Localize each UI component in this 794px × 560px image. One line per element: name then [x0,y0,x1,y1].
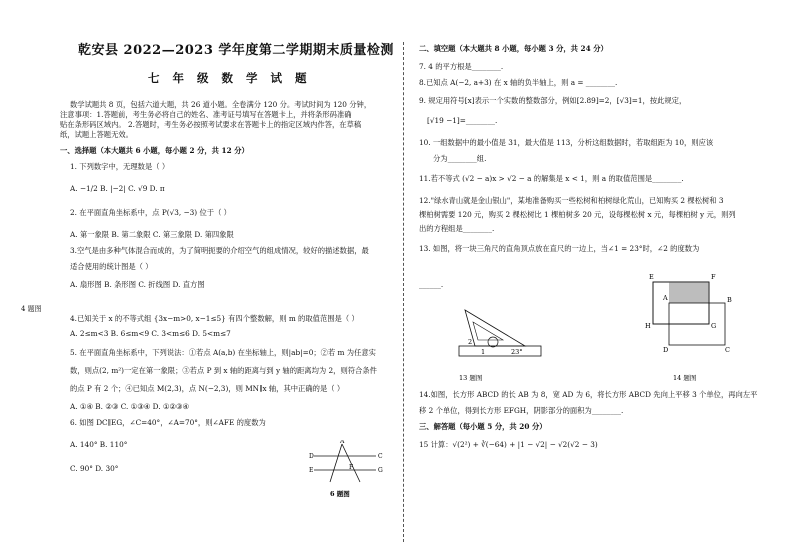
question-12-cont2: 出的方程组是________. [419,224,495,233]
note-line: 注意事项：1.答题前，考生务必将自己的姓名、准考证号填写在答题卡上，并将条形码准确 [60,110,352,119]
fig14-label: H [645,322,651,330]
note-line: 纸，试题上答题无效。 [60,130,133,139]
question-8: 8.已知点 A(−2, a+3) 在 x 轴的负半轴上，则 a = ________. [419,78,618,87]
fig13-label: 1 [481,348,486,356]
options-3: A. 扇形图 B. 条形图 C. 折线图 D. 直方图 [70,280,205,289]
question-7: 7. 4 的平方根是________. [419,62,504,71]
question-9: 9. 规定用符号[x]表示一个实数的整数部分，例如[2.89]=2，[√3]=1，按此规定， [419,96,687,105]
fig6-label: C [378,453,383,460]
question-3: 3.空气是由多种气体混合而成的，为了简明扼要的介绍空气的组成情况，较好的描述数据，最 [70,246,369,255]
fig6-label: F [349,464,354,471]
options-4: A. 2≤m<3 B. 6≤m<9 C. 3<m≤6 D. 5<m≤7 [70,329,231,338]
question-14: 14.如图，长方形 ABCD 的长 AB 为 8，宽 AD 为 6，将长方形 ABCD 先向上平移 3 个单位，再向左平 [419,390,758,399]
fig14-label: A [663,294,668,302]
right-column [415,0,758,560]
question-13: 13. 如图，将一块三角尺的直角顶点放在直尺的一边上，当∠1 = 23°时，∠2 的度数为 [419,244,700,253]
note-line: 贴在条形码区域内。 2.答题时，考生务必按照考试要求在答题卡上的指定区域内作答，在草稿 [60,120,362,129]
question-4: 4.已知关于 x 的不等式组 {3x−m>0, x−1≤5} 有四个整数解，则 m 的取值范围是（ ） [70,314,359,323]
question-3-cont: 适合使用的统计图是（ ） [70,262,153,271]
fig13-label: 23° [511,348,523,356]
options-2: A. 第一象限 B. 第二象限 C. 第三象限 D. 第四象限 [70,230,234,239]
fig13-label: 2 [468,338,473,346]
question-5: 5. 在平面直角坐标系中，下列说法：①若点 A(a,b) 在坐标轴上，则|ab|=0；②若 m 为任意实 [70,348,376,357]
question-10: 10. 一组数据中的最小值是 31，最大值是 113，分析这组数据时，若取组距为 10，则应该 [419,138,714,147]
question-12-cont: 棵柏树需要 120 元，购买 2 棵松树比 1 棵柏树多 20 元，设每棵松树 x 元，每棵柏树 y 元，则列 [419,210,736,219]
page-subtitle: 七年级数学试题 [148,71,320,85]
question-14-cont: 移 2 个单位，得到长方形 EFGH，阴影部分的面积为________. [419,406,624,415]
fig13-caption: 13 题图 [459,374,483,382]
options-6-ab: A. 140° B. 110° [70,440,128,449]
question-5-cont: 数，则点(2, m²)一定在第一象限；③若点 P 到 x 轴的距离与到 y 轴的距离均为 2，则符合条件 [70,366,377,375]
question-15: 15 计算：√(2²) + ∛(−64) + |1 − √2| − √2(√2 − 3) [419,440,598,449]
question-11: 11.若不等式 (√2 − a)x > √2 − a 的解集是 x < 1，则 a 的取值范围是________. [419,174,684,183]
page-title: 乾安县 2022—2023 学年度第二学期期末质量检测 [78,43,394,58]
note-line: 数学试题共 8 页，包括六道大题，共 26 道小题。全卷满分 120 分。考试时间为 120 分钟， [70,100,372,109]
fig6-label: D [309,453,314,460]
figure-14 [637,266,733,386]
fig14-label: D [663,346,669,354]
question-12: 12."绿水青山就是金山银山"，某地准备购买一些松树和柏树绿化荒山，已知购买 2 棵松树和 3 [419,196,724,205]
options-6-cd: C. 90° D. 30° [70,464,119,473]
fig6-label: E [309,467,314,474]
options-5: A. ①④ B. ②③ C. ①③④ D. ①②③④ [70,402,190,411]
question-6: 6. 如图 DC∥EG，∠C=40°，∠A=70°，则∠AFE 的度数为 [70,418,266,427]
question-2: 2. 在平面直角坐标系中，点 P(√3, −3) 位于（ ） [70,208,231,217]
question-10-cont: 分为________组. [433,154,487,163]
question-1: 1. 下列数字中，无理数是（ ） [70,162,170,171]
fig4-caption: 4 题图 [21,305,42,313]
fig14-label: G [711,322,717,330]
fig14-label: F [711,273,716,281]
question-13-cont: ______. [419,280,444,289]
question-5-cont2: 的点 P 有 2 个；④已知点 M(2,3)，点 N(−2,3)，则 MN∥x 轴，其中正确的是（ ） [70,384,345,393]
figure-13 [455,290,551,386]
fig6-label: G [378,467,383,474]
left-column [60,0,394,560]
section-heading: 二、填空题（本大题共 8 小题，每小题 3 分，共 24 分） [419,44,608,53]
fig14-caption: 14 题图 [673,374,697,382]
section-heading: 三、解答题（每小题 5 分，共 20 分） [419,422,547,431]
fig6-label: A [340,440,345,445]
fig14-label: C [725,346,730,354]
fig14-label: B [727,296,732,304]
section-heading: 一、选择题（本大题共 6 小题，每小题 2 分，共 12 分） [60,146,249,155]
question-9-cont: [√19 −1]=________. [427,116,498,125]
fig14-label: E [649,273,654,281]
figure-6 [308,440,388,500]
column-divider [403,42,404,542]
options-1: A. −1/2 B. |−2| C. √9 D. π [70,184,165,193]
fig6-caption: 6 题图 [330,490,350,498]
